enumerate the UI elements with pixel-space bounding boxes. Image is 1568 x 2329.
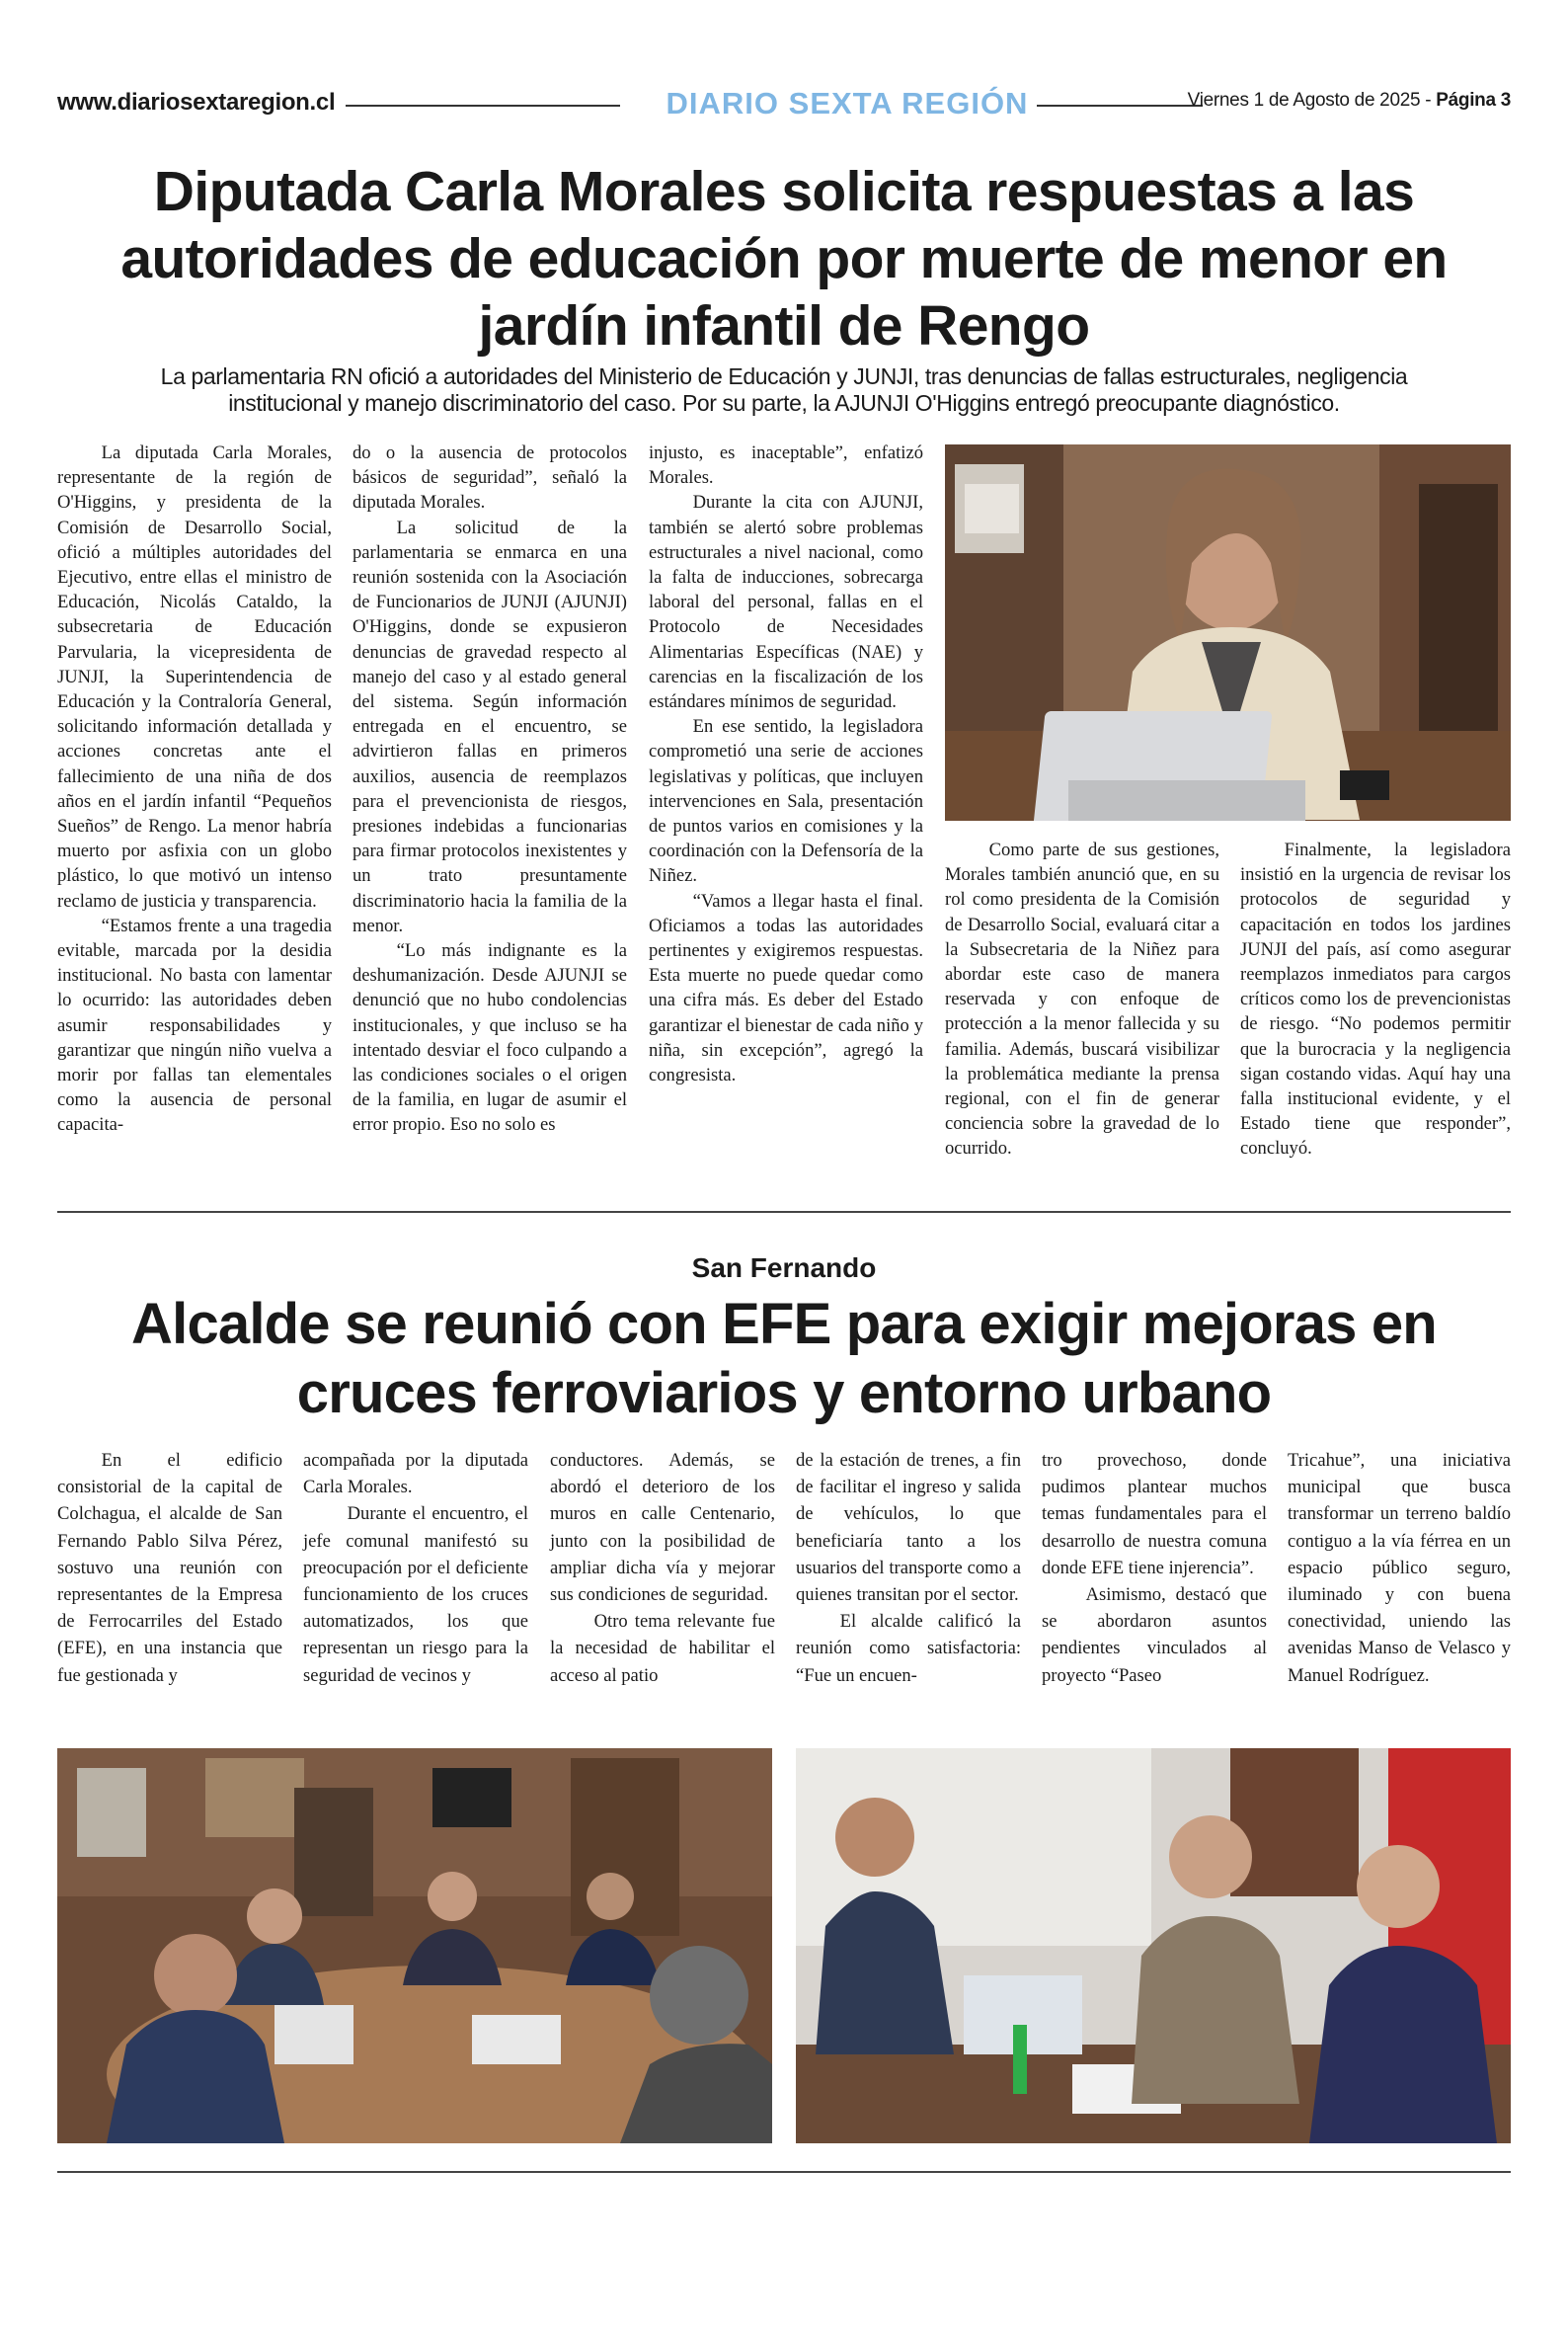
- article1-headline: Diputada Carla Morales solicita respuestas a las autoridades de educación por muerte de menor en jardín infantil de Rengo: [120, 160, 1448, 358]
- paragraph: conductores. Además, se abordó el deterioro de los muros en calle Centenario, junto con la posibilidad de ampliar dicha vía y mejorar sus condiciones de seguridad.: [550, 1450, 775, 1606]
- photo-diputada: [945, 444, 1511, 821]
- photo-meeting-left: [57, 1748, 772, 2143]
- article1-photo: [945, 444, 1511, 821]
- paragraph: de la estación de trenes, a fin de facilitar el ingreso y salida de vehículos, lo que beneficiaría tanto a los usuarios del transporte como a quienes transitan por el sector.: [796, 1450, 1021, 1606]
- paragraph: Como parte de sus gestiones, Morales también anunció que, en su rol como presidenta de la Comisión de Desarrollo Social, evaluará citar a la Subsecretaria de la Niñez para abordar este caso de manera reservada y con enfoque de protección a la menor fallecida y su familia. Además, buscará visibilizar la problemática mediante la prensa regional, con el fin de generar conciencia sobre la gravedad de lo ocurrido.: [945, 840, 1219, 1160]
- article2-headline: Alcalde se reunió con EFE para exigir mejoras en cruces ferroviarios y entorno urbano: [131, 1292, 1437, 1425]
- article2-column-3: [550, 1447, 775, 1689]
- article2-column-4: [796, 1447, 1021, 1689]
- paragraph: La solicitud de la parlamentaria se enmarca en una reunión sostenida con la Asociación de Funcionarios de JUNJI (AJUNJI) O'Higgins, donde se expusieron denuncias de gravedad respecto al manejo del caso y al estado general del sistema. Según información entregada en el encuentro, se advirtieron fallas en primeros auxilios, ausencia de reemplazos para el prevencionista de riesgos, presiones indebidas a funcionarias para firmar protocolos inexistentes y un trato presuntamente discriminatorio hacia la familia de la menor.: [353, 517, 627, 936]
- article2-column-5: [1042, 1447, 1267, 1689]
- paper-name: DIARIO SEXTA REGIÓN: [666, 86, 1029, 120]
- section-divider: [57, 1211, 1511, 1213]
- photo-meeting-right: [796, 1748, 1511, 2143]
- paragraph: Asimismo, destacó que se abordaron asuntos pendientes vinculados al proyecto “Paseo: [1042, 1584, 1267, 1686]
- article1-column-4: [945, 838, 1219, 1162]
- paragraph: En el edificio consistorial de la capital de Colchagua, el alcalde de San Fernando Pablo Silva Pérez, sostuvo una reunión con representantes de la Empresa de Ferrocarriles del Estado (EFE), en una instancia que fue gestionada y: [57, 1450, 282, 1686]
- masthead: [57, 85, 1511, 124]
- paragraph: “Estamos frente a una tragedia evitable, marcada por la desidia institucional. No basta con lamentar lo ocurrido: las autoridades deben asumir responsabilidades y garantizar que ningún niño vuelva a morir por fallas tan elementales como la ausencia de personal capacita-: [57, 915, 332, 1136]
- article1-column-2: [353, 441, 627, 1138]
- header-rule-left: [346, 105, 620, 107]
- article1-column-1: [57, 441, 332, 1138]
- paragraph: “Vamos a llegar hasta el final. Oficiamos a todas las autoridades pertinentes y exigiremos respuestas. Esta muerte no puede quedar como una cifra más. Es deber del Estado garantizar el bienestar de cada niño y niña, sin excepción”, agregó la congresista.: [649, 890, 923, 1086]
- date-page-info: [1188, 90, 1511, 112]
- article2-column-1: [57, 1447, 282, 1689]
- paragraph: El alcalde calificó la reunión como satisfactoria: “Fue un encuen-: [796, 1611, 1021, 1686]
- site-url[interactable]: www.diariosextaregion.cl: [57, 89, 336, 116]
- paragraph: tro provechoso, donde pudimos plantear muchos temas fundamentales para el desarrollo de nuestra comuna donde EFE tiene injerencia”.: [1042, 1450, 1267, 1578]
- issue-date: Viernes 1 de Agosto de 2025 -: [1187, 90, 1437, 111]
- article2-column-6: [1288, 1447, 1511, 1689]
- paragraph: Finalmente, la legisladora insistió en la urgencia de revisar los protocolos de seguridad y capacitación en todos los jardines JUNJI del país, así como asegurar reemplazos inmediatos para cargos críticos como los de prevencionistas de riesgo. “No podemos permitir que la burocracia y la negligencia sigan costando vidas. Aquí hay una falla institucional evidente, y el Estado tiene que responder”, concluyó.: [1240, 840, 1511, 1160]
- article1-column-5: [1240, 838, 1511, 1162]
- article2-photo-right: [796, 1748, 1511, 2143]
- header-rule-right: [1037, 105, 1203, 107]
- paragraph: “Lo más indignante es la deshumanización. Desde AJUNJI se denunció que no hubo condolencias institucionales, y que incluso se ha intentado desviar el foco culpando a las condiciones sociales o el origen de la familia, en lugar de asumir el error propio. Eso no solo es: [353, 940, 627, 1136]
- article2-kicker: San Fernando: [691, 1252, 877, 1283]
- bottom-divider: [57, 2171, 1511, 2173]
- paragraph: acompañada por la diputada Carla Morales.: [303, 1450, 528, 1498]
- paragraph: Otro tema relevante fue la necesidad de habilitar el acceso al patio: [550, 1611, 775, 1686]
- article2-photo-left: [57, 1748, 772, 2143]
- paragraph: La diputada Carla Morales, representante de la región de O'Higgins, y presidenta de la Comisión de Desarrollo Social, ofició a múltiples autoridades del Ejecutivo, entre ellas el ministro de Educación, Nicolás Cataldo, la subsecretaria de Educación Parvularia, la vicepresidenta de JUNJI, la Superintendencia de Educación y la Contraloría General, solicitando información detallada y acciones concretas ante el fallecimiento de una niña de dos años en el jardín infantil “Pequeños Sueños” de Rengo. La menor habría muerto por asfixia con un globo plástico, lo que motivó un intenso reclamo de justicia y transparencia.: [57, 442, 332, 912]
- paragraph: Durante la cita con AJUNJI, también se alertó sobre problemas estructurales a nivel nacional, como la falta de inducciones, sobrecarga laboral del personal, fallas en el Protocolo de Necesidades Alimentarias Específicas (NAE) y carencias en la fiscalización de los estándares mínimos de seguridad.: [649, 492, 923, 713]
- paragraph: injusto, es inaceptable”, enfatizó Morales.: [649, 442, 923, 489]
- article1-column-3: [649, 441, 923, 1087]
- article1-subheadline: La parlamentaria RN ofició a autoridades del Ministerio de Educación y JUNJI, tras denuncias de fallas estructurales, negligencia institucional y manejo discriminatorio del caso. Por su parte, la AJUNJI O'Higgins entregó preocupante diagnóstico.: [160, 363, 1408, 416]
- page-number: Página 3: [1436, 90, 1511, 111]
- paragraph: Tricahue”, una iniciativa municipal que busca transformar un terreno baldío contiguo a la vía férrea en un espacio público seguro, iluminado y con buena conectividad, uniendo las avenidas Manso de Velasco y Manuel Rodríguez.: [1288, 1450, 1511, 1686]
- paragraph: En ese sentido, la legisladora comprometió una serie de acciones legislativas y políticas, que incluyen intervenciones en Sala, presentación de puntos varios en comisiones y la coordinación con la Defensoría de la Niñez.: [649, 716, 923, 887]
- paragraph: do o la ausencia de protocolos básicos de seguridad”, señaló la diputada Morales.: [353, 442, 627, 514]
- paragraph: Durante el encuentro, el jefe comunal manifestó su preocupación por el deficiente funcionamiento de los cruces automatizados, los que representan un riesgo para la seguridad de vecinos y: [303, 1503, 528, 1686]
- article2-column-2: [303, 1447, 528, 1689]
